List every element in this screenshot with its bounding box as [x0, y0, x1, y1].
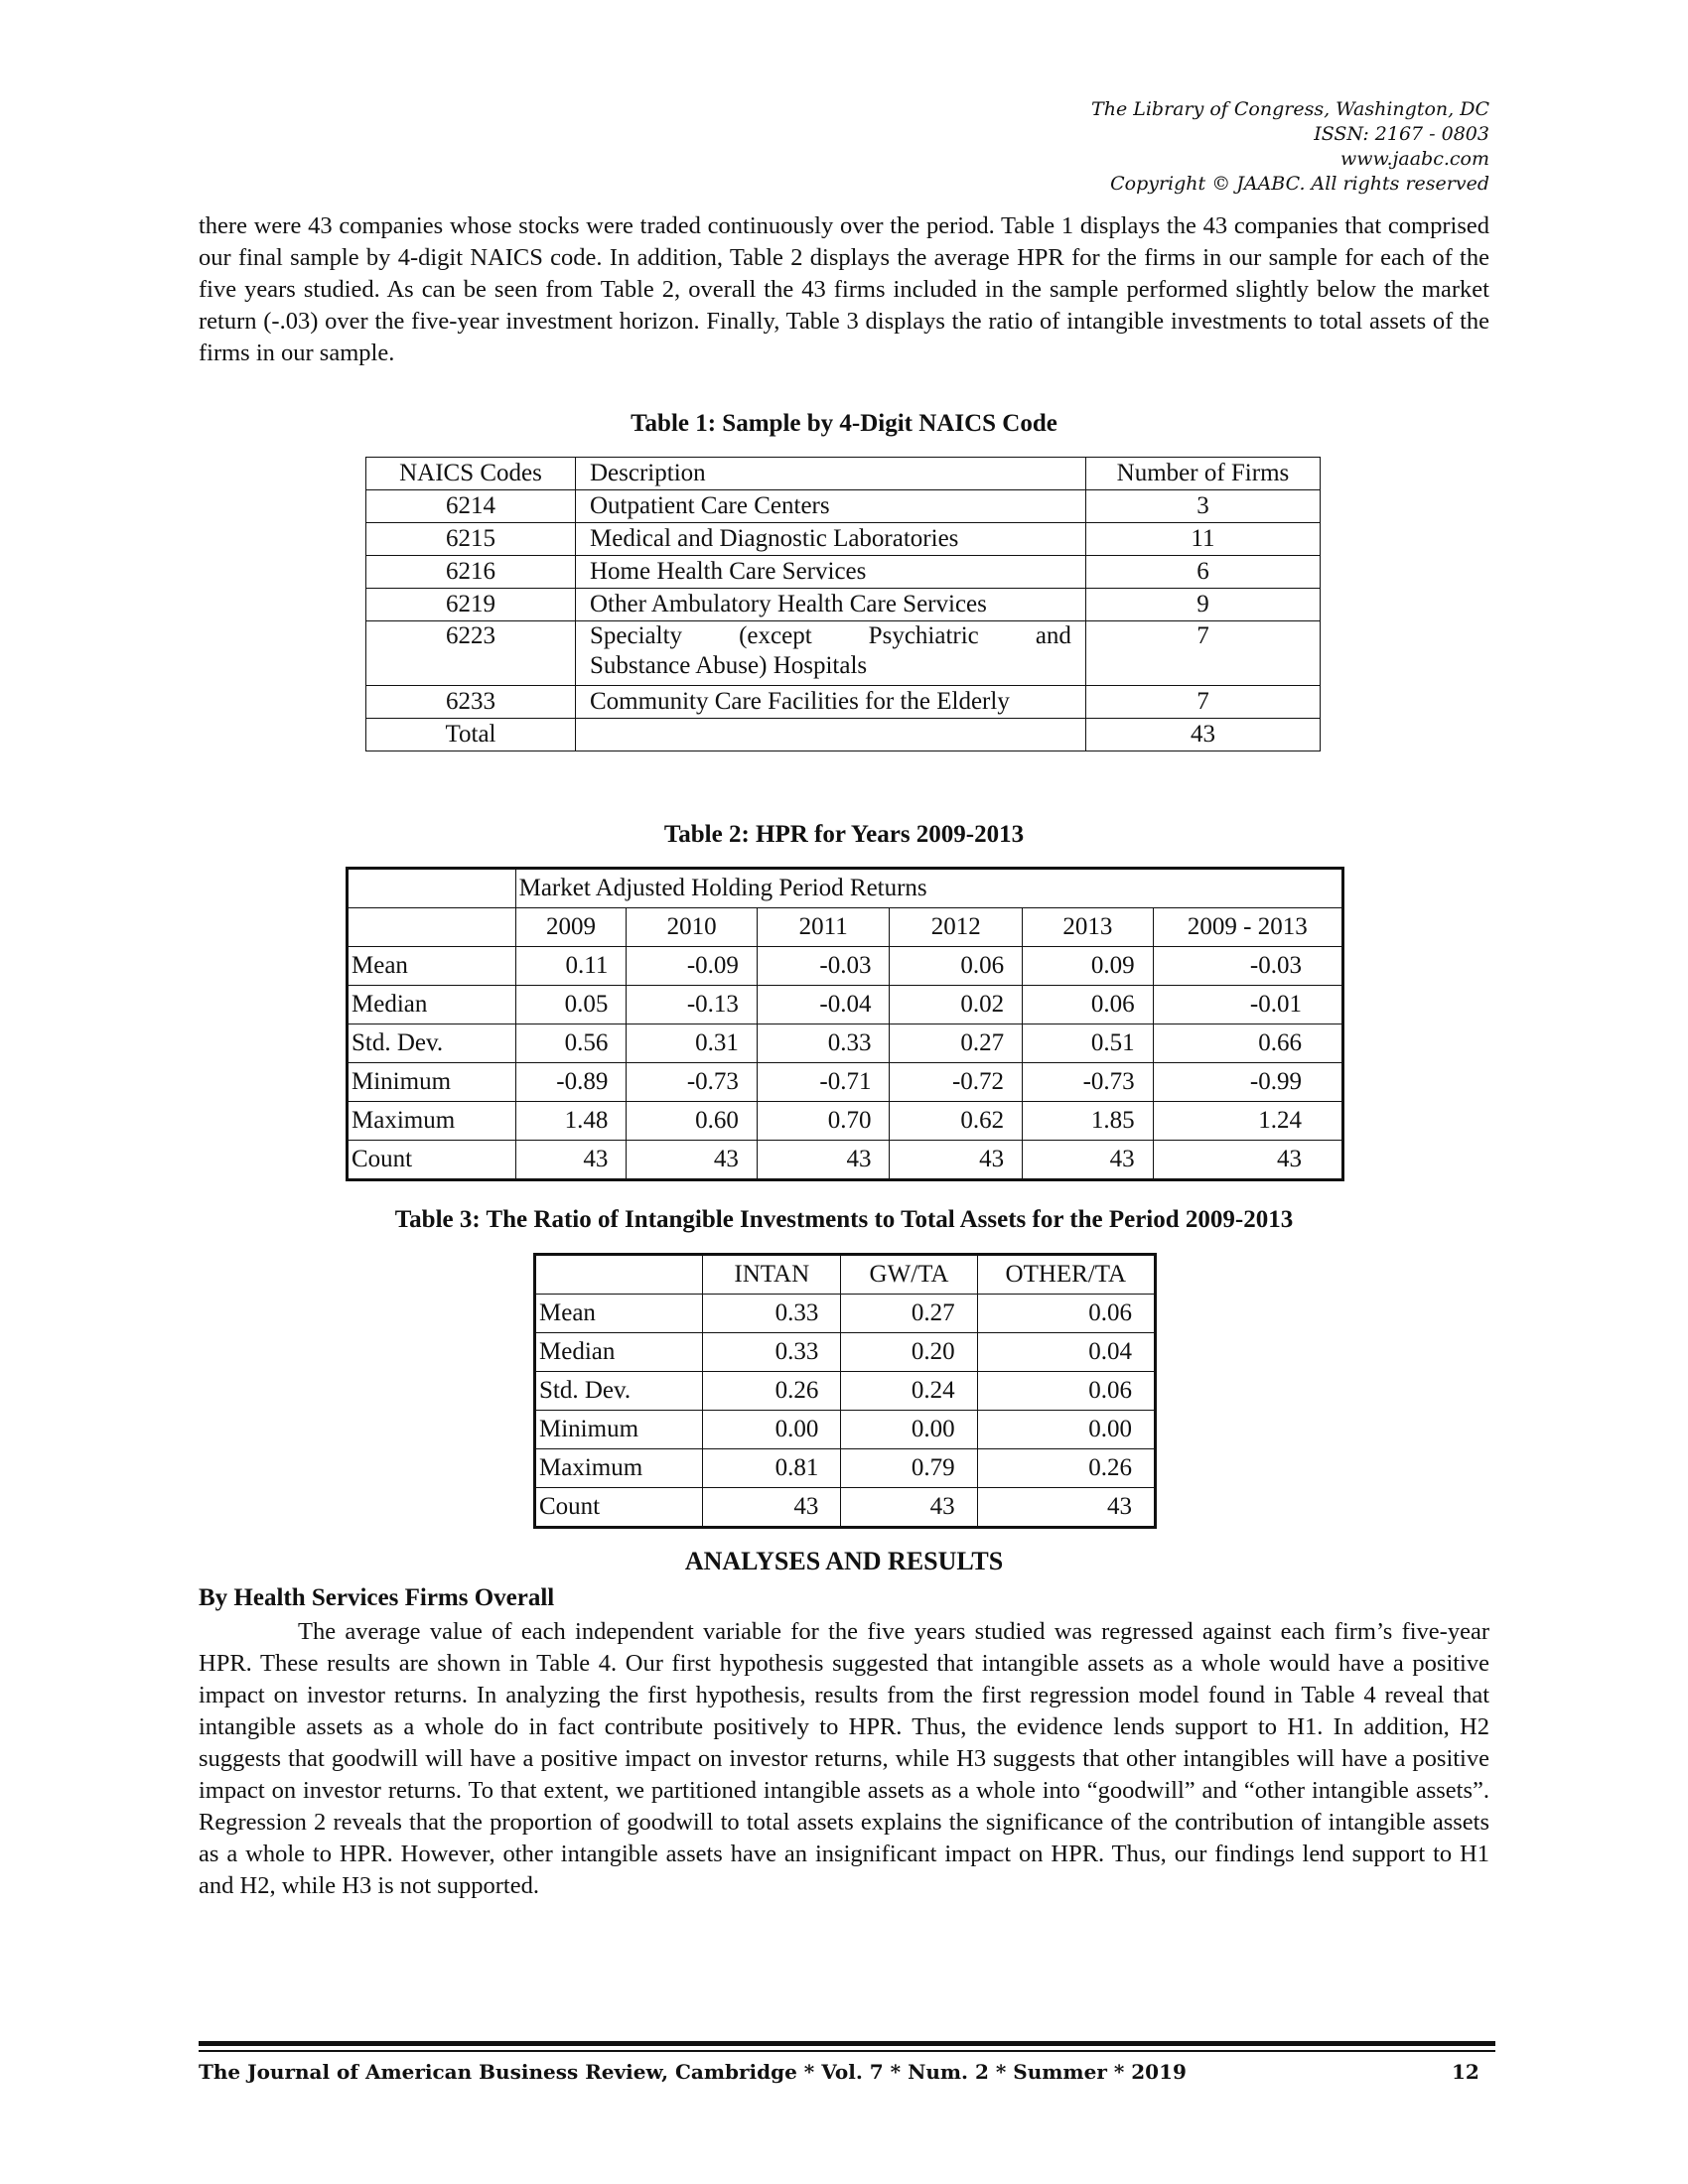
stat-label-cell: Mean [535, 1295, 703, 1333]
value-cell: -0.03 [757, 947, 890, 986]
value-cell: 0.27 [890, 1024, 1023, 1063]
value-cell: 43 [703, 1488, 841, 1528]
empty-cell [576, 719, 1086, 751]
description-cell: Home Health Care Services [576, 556, 1086, 589]
table1-total-row [366, 719, 1321, 751]
year-header-cell: 2009 - 2013 [1153, 908, 1342, 947]
value-cell: -0.09 [627, 947, 758, 986]
table-row [535, 1449, 1156, 1488]
year-header-cell: 2009 [515, 908, 627, 947]
stat-label-cell: Minimum [535, 1411, 703, 1449]
table2-group-header: Market Adjusted Holding Period Returns [515, 869, 1342, 908]
table-row [535, 1372, 1156, 1411]
value-cell: 1.85 [1023, 1102, 1154, 1141]
stat-label-cell: Count [348, 1141, 516, 1180]
table-row [348, 1141, 1343, 1180]
table2-hpr [346, 867, 1344, 1181]
table2-caption: Table 2: HPR for Years 2009-2013 [663, 821, 1025, 848]
value-cell: -0.73 [1023, 1063, 1154, 1102]
table1-naics [365, 457, 1321, 751]
stat-label-cell: Maximum [348, 1102, 516, 1141]
table-row [348, 1102, 1343, 1141]
table-row [535, 1295, 1156, 1333]
value-cell: 0.33 [703, 1295, 841, 1333]
value-cell: -0.01 [1153, 986, 1342, 1024]
table-row [366, 621, 1321, 686]
table-row [366, 556, 1321, 589]
value-cell: -0.71 [757, 1063, 890, 1102]
ratio-header-cell: GW/TA [841, 1255, 977, 1295]
value-cell: -0.13 [627, 986, 758, 1024]
value-cell: 43 [627, 1141, 758, 1180]
description-cell: Medical and Diagnostic Laboratories [576, 523, 1086, 556]
table-row [535, 1333, 1156, 1372]
value-cell: 1.24 [1153, 1102, 1342, 1141]
empty-cell [348, 869, 516, 908]
header-line-library: The Library of Congress, Washington, DC [1091, 98, 1489, 120]
table1-header-cell: Number of Firms [1085, 458, 1320, 490]
table1-caption: Table 1: Sample by 4-Digit NAICS Code [631, 410, 1057, 437]
value-cell: 43 [890, 1141, 1023, 1180]
value-cell: 43 [841, 1488, 977, 1528]
value-cell: 0.06 [890, 947, 1023, 986]
year-header-cell: 2013 [1023, 908, 1154, 947]
total-value-cell: 43 [1085, 719, 1320, 751]
value-cell: 0.24 [841, 1372, 977, 1411]
page-number: 12 [1452, 2060, 1479, 2084]
stat-label-cell: Median [348, 986, 516, 1024]
table-row [348, 947, 1343, 986]
value-cell: -0.72 [890, 1063, 1023, 1102]
value-cell: 0.27 [841, 1295, 977, 1333]
value-cell: 0.04 [977, 1333, 1155, 1372]
naics-code-cell: 6233 [366, 686, 576, 719]
firm-count-cell: 6 [1085, 556, 1320, 589]
value-cell: -0.73 [627, 1063, 758, 1102]
value-cell: 0.06 [1023, 986, 1154, 1024]
table1-header-row [366, 458, 1321, 490]
ratio-header-cell: OTHER/TA [977, 1255, 1155, 1295]
value-cell: 0.05 [515, 986, 627, 1024]
table-row [535, 1488, 1156, 1528]
empty-cell [535, 1255, 703, 1295]
stat-label-cell: Maximum [535, 1449, 703, 1488]
footer-rule-thin [199, 2050, 1495, 2052]
value-cell: 43 [757, 1141, 890, 1180]
value-cell: 0.06 [977, 1295, 1155, 1333]
table-row [348, 986, 1343, 1024]
header-line-website: www.jaabc.com [1339, 148, 1489, 170]
description-cell [576, 621, 1086, 686]
description-line: Substance Abuse) Hospitals [590, 652, 868, 679]
stat-label-cell: Std. Dev. [348, 1024, 516, 1063]
table-row [366, 523, 1321, 556]
value-cell: -0.03 [1153, 947, 1342, 986]
firm-count-cell: 9 [1085, 589, 1320, 621]
description-line: Specialty (except Psychiatric and [590, 622, 1071, 649]
table3-header-row [535, 1255, 1156, 1295]
firm-count-cell: 7 [1085, 686, 1320, 719]
value-cell: 43 [515, 1141, 627, 1180]
stat-label-cell: Mean [348, 947, 516, 986]
naics-code-cell: 6216 [366, 556, 576, 589]
footer-rule-thick [199, 2041, 1495, 2046]
value-cell: -0.99 [1153, 1063, 1342, 1102]
total-label-cell: Total [366, 719, 576, 751]
naics-code-cell: 6219 [366, 589, 576, 621]
value-cell: 1.48 [515, 1102, 627, 1141]
firm-count-cell: 3 [1085, 490, 1320, 523]
value-cell: 43 [1153, 1141, 1342, 1180]
footer-journal-citation: The Journal of American Business Review, Cambridge * Vol. 7 * Num. 2 * Summer * 2019 [199, 2060, 1187, 2084]
empty-cell [348, 908, 516, 947]
description-cell: Other Ambulatory Health Care Services [576, 589, 1086, 621]
description-cell: Outpatient Care Centers [576, 490, 1086, 523]
journal-header [1091, 97, 1489, 197]
table-row [366, 589, 1321, 621]
table-row [366, 490, 1321, 523]
table-row [535, 1411, 1156, 1449]
table3-intangibles [533, 1253, 1157, 1529]
firm-count-cell: 11 [1085, 523, 1320, 556]
table1-header-cell: NAICS Codes [366, 458, 576, 490]
intro-paragraph: there were 43 companies whose stocks were traded continuously over the period. Table 1 displays the 43 companies that comprised our final sample by 4-digit NAICS code. In addition, Table 2 displays the average HPR for the firms in our sample for each of the five years studied. As can be seen from Table 2, overall the 43 firms included in the sample performed slightly below the market return (-.03) over the five-year investment horizon. Finally, Table 3 displays the ratio of intangible investments to total assets of the firms in our sample. [199, 212, 1489, 366]
value-cell: 0.00 [703, 1411, 841, 1449]
stat-label-cell: Std. Dev. [535, 1372, 703, 1411]
year-header-cell: 2012 [890, 908, 1023, 947]
value-cell: 43 [977, 1488, 1155, 1528]
table-row [366, 686, 1321, 719]
header-line-copyright: Copyright © JAABC. All rights reserved [1110, 173, 1489, 195]
value-cell: 0.70 [757, 1102, 890, 1141]
value-cell: 0.81 [703, 1449, 841, 1488]
value-cell: -0.89 [515, 1063, 627, 1102]
naics-code-cell: 6215 [366, 523, 576, 556]
year-header-cell: 2010 [627, 908, 758, 947]
value-cell: 0.09 [1023, 947, 1154, 986]
value-cell: 0.33 [703, 1333, 841, 1372]
value-cell: -0.04 [757, 986, 890, 1024]
value-cell: 0.31 [627, 1024, 758, 1063]
table2-year-header-row [348, 908, 1343, 947]
value-cell: 0.66 [1153, 1024, 1342, 1063]
stat-label-cell: Count [535, 1488, 703, 1528]
value-cell: 0.60 [627, 1102, 758, 1141]
value-cell: 0.00 [841, 1411, 977, 1449]
value-cell: 0.26 [977, 1449, 1155, 1488]
value-cell: 0.79 [841, 1449, 977, 1488]
value-cell: 0.56 [515, 1024, 627, 1063]
value-cell: 0.51 [1023, 1024, 1154, 1063]
section-heading: ANALYSES AND RESULTS [684, 1547, 1004, 1575]
stat-label-cell: Minimum [348, 1063, 516, 1102]
results-paragraph: The average value of each independent variable for the five years studied was regressed against each firm’s five-year HPR. These results are shown in Table 4. Our first hypothesis suggested that intangible assets as a whole would have a positive impact on investor returns. In analyzing the first hypothesis, results from the first regression model found in Table 4 reveal that intangible assets as a whole do in fact contribute positively to HPR. Thus, the evidence lends support to H1. In addition, H2 suggests that goodwill will have a positive impact on investor returns, while H3 suggests that other intangibles will have a positive impact on investor returns. To that extent, we partitioned intangible assets as a whole into “goodwill” and “other intangible assets”. Regression 2 reveals that the proportion of goodwill to total assets explains the significance of the contribution of intangible assets as a whole to HPR. However, other intangible assets have an insignificant impact on HPR. Thus, our findings lend support to H1 and H2, while H3 is not supported. [199, 1618, 1489, 1899]
value-cell: 0.00 [977, 1411, 1155, 1449]
table-row [348, 1024, 1343, 1063]
subsection-heading: By Health Services Firms Overall [199, 1584, 555, 1611]
value-cell: 0.26 [703, 1372, 841, 1411]
value-cell: 0.02 [890, 986, 1023, 1024]
value-cell: 0.11 [515, 947, 627, 986]
table3-caption: Table 3: The Ratio of Intangible Investments to Total Assets for the Period 2009-2013 [394, 1206, 1294, 1233]
value-cell: 0.20 [841, 1333, 977, 1372]
value-cell: 0.06 [977, 1372, 1155, 1411]
description-cell: Community Care Facilities for the Elderly [576, 686, 1086, 719]
value-cell: 0.33 [757, 1024, 890, 1063]
table-row [348, 1063, 1343, 1102]
table1-header-cell: Description [576, 458, 1086, 490]
stat-label-cell: Median [535, 1333, 703, 1372]
value-cell: 43 [1023, 1141, 1154, 1180]
year-header-cell: 2011 [757, 908, 890, 947]
naics-code-cell: 6223 [366, 621, 576, 686]
firm-count-cell: 7 [1085, 621, 1320, 686]
value-cell: 0.62 [890, 1102, 1023, 1141]
ratio-header-cell: INTAN [703, 1255, 841, 1295]
header-line-issn: ISSN: 2167 - 0803 [1314, 123, 1489, 145]
naics-code-cell: 6214 [366, 490, 576, 523]
table2-group-header-row [348, 869, 1343, 908]
